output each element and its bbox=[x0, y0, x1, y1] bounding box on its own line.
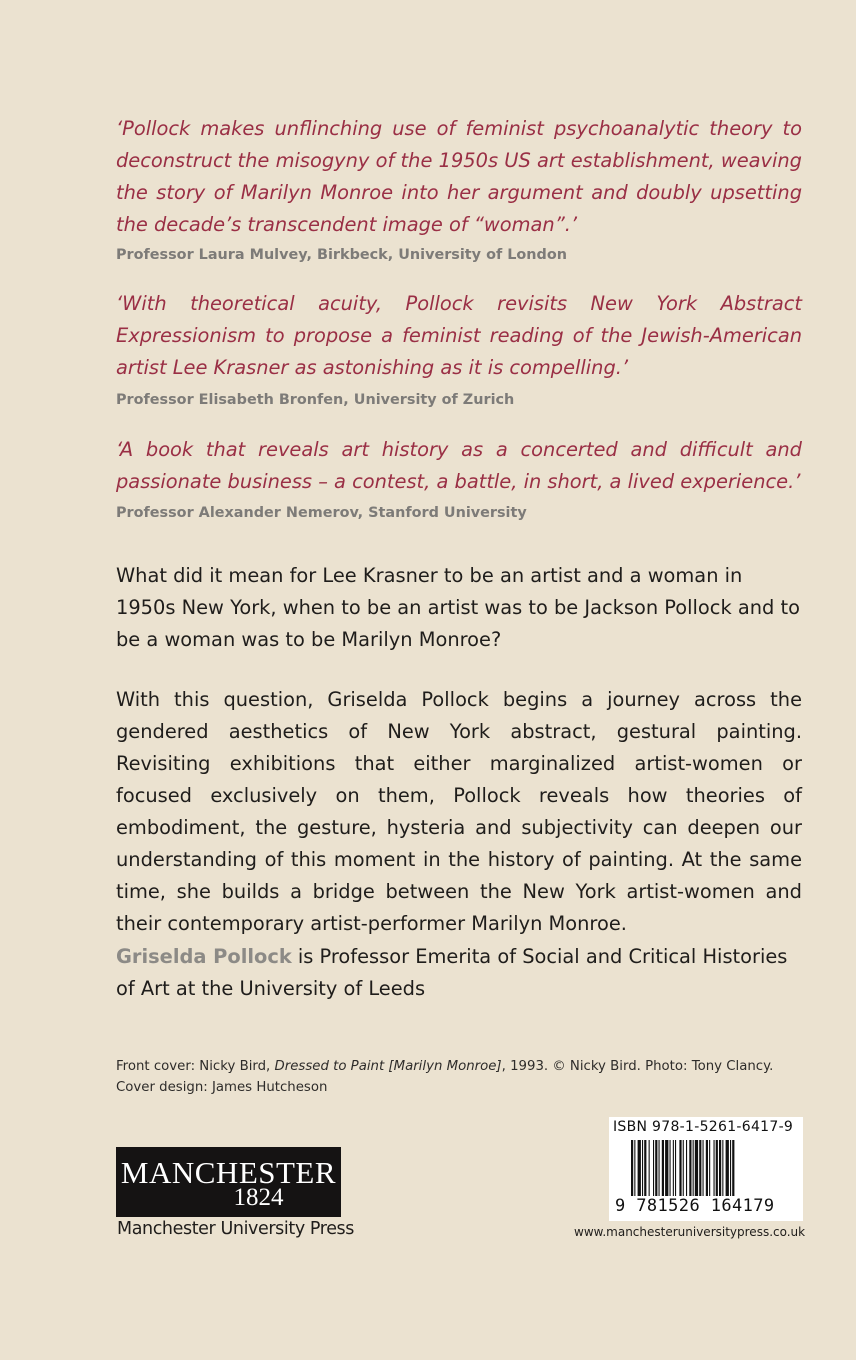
logo-name: MANCHESTER bbox=[120, 1155, 337, 1190]
barcode-bar bbox=[634, 1140, 635, 1196]
barcode-bar bbox=[693, 1140, 694, 1196]
barcode-bar bbox=[714, 1140, 715, 1196]
barcode-bar bbox=[689, 1140, 691, 1196]
barcode-bar bbox=[673, 1140, 674, 1196]
author-bio-text: is Professor Emerita of Social and Critical Histories of Art at the University of Leeds bbox=[116, 945, 788, 1000]
barcode-bar bbox=[730, 1140, 731, 1196]
quote-bronfen: ‘With theoretical acuity, Pollock revisits New York Abstract Expressionism to propose a feminist reading of the Jewish-American artist Lee Krasner as astonishing as it is compelling.’ bbox=[116, 292, 802, 379]
barcode-bar bbox=[732, 1140, 734, 1196]
blurb-paragraph-1: What did it mean for Lee Krasner to be an artist and a woman in 1950s New York, when to be an artist was to be Jackson Pollock and to be a woman was to be Marilyn Monroe? bbox=[116, 564, 800, 651]
barcode-bar bbox=[679, 1140, 681, 1196]
quote-attribution-bronfen: Professor Elisabeth Bronfen, University of Zurich bbox=[116, 392, 515, 408]
quote-attribution-nemerov: Professor Alexander Nemerov, Stanford University bbox=[116, 505, 527, 521]
barcode-bar bbox=[655, 1140, 657, 1196]
barcode-bar bbox=[683, 1140, 684, 1196]
barcode-bar bbox=[722, 1140, 723, 1196]
barcode-bar bbox=[709, 1140, 710, 1196]
logo-year: 1824 bbox=[233, 1184, 284, 1211]
barcode-bar bbox=[719, 1140, 721, 1196]
barcode-bar bbox=[716, 1140, 718, 1196]
quote-mulvey: ‘Pollock makes unflinching use of feminist psychoanalytic theory to deconstruct the misogyny of the 1950s US art establishment, weaving the story of Marilyn Monroe into her argument and doubly upsetting the decade’s transcendent image of “woman”.’ bbox=[116, 117, 802, 236]
barcode-bar bbox=[726, 1140, 729, 1196]
barcode-bar bbox=[665, 1140, 668, 1196]
barcode-bar bbox=[699, 1140, 701, 1196]
blurb-paragraph-2: With this question, Griselda Pollock begins a journey across the gendered aesthetics of New York abstract, gestural painting. Revisiting exhibitions that either marginalized artist-women or focused exclusively on them, Pollock reveals how theories of embodiment, the gesture, hysteria and subjectivity can deepen our understanding of this moment in the history of painting. At the same time, she builds a bridge between the New York artist-women and their contemporary artist-performer Marilyn Monroe. bbox=[116, 688, 802, 935]
isbn-label: ISBN 978-1-5261-6417-9 bbox=[613, 1119, 794, 1135]
author-bio bbox=[116, 941, 802, 1005]
press-name: Manchester University Press bbox=[117, 1219, 354, 1239]
quote-nemerov: ‘A book that reveals art history as a concerted and difficult and passionate business – a contest, a battle, in short, a lived experience.’ bbox=[116, 438, 802, 493]
barcode-bar bbox=[686, 1140, 687, 1196]
barcode-bar bbox=[703, 1140, 704, 1196]
author-name: Griselda Pollock bbox=[116, 945, 292, 968]
barcode-bar bbox=[670, 1140, 671, 1196]
barcode-bar bbox=[675, 1140, 676, 1196]
barcode-bar bbox=[642, 1140, 643, 1196]
barcode-bar bbox=[631, 1140, 633, 1196]
isbn-digits: 9 781526 164179 bbox=[615, 1196, 775, 1216]
barcode-bar bbox=[695, 1140, 698, 1196]
barcode-bar bbox=[649, 1140, 650, 1196]
barcode-bar bbox=[662, 1140, 664, 1196]
barcode-bar bbox=[653, 1140, 654, 1196]
cover-credits bbox=[116, 1056, 806, 1098]
isbn-barcode bbox=[609, 1117, 803, 1221]
barcode-bar bbox=[659, 1140, 660, 1196]
manchester-1824-logo bbox=[116, 1147, 341, 1217]
publisher-website: www.manchesteruniversitypress.co.uk bbox=[574, 1225, 806, 1239]
barcode-bar bbox=[644, 1140, 646, 1196]
barcode-bar bbox=[638, 1140, 641, 1196]
barcode-bar bbox=[706, 1140, 708, 1196]
quote-attribution-mulvey: Professor Laura Mulvey, Birkbeck, University of London bbox=[116, 247, 567, 263]
credits-artwork-title: Dressed to Paint [Marilyn Monroe] bbox=[274, 1059, 502, 1074]
credits-prefix: Front cover: Nicky Bird, bbox=[116, 1059, 275, 1074]
credits-suffix: , 1993. © Nicky Bird. Photo: Tony Clancy. bbox=[501, 1059, 774, 1074]
credits-design: Cover design: James Hutcheson bbox=[116, 1080, 328, 1095]
